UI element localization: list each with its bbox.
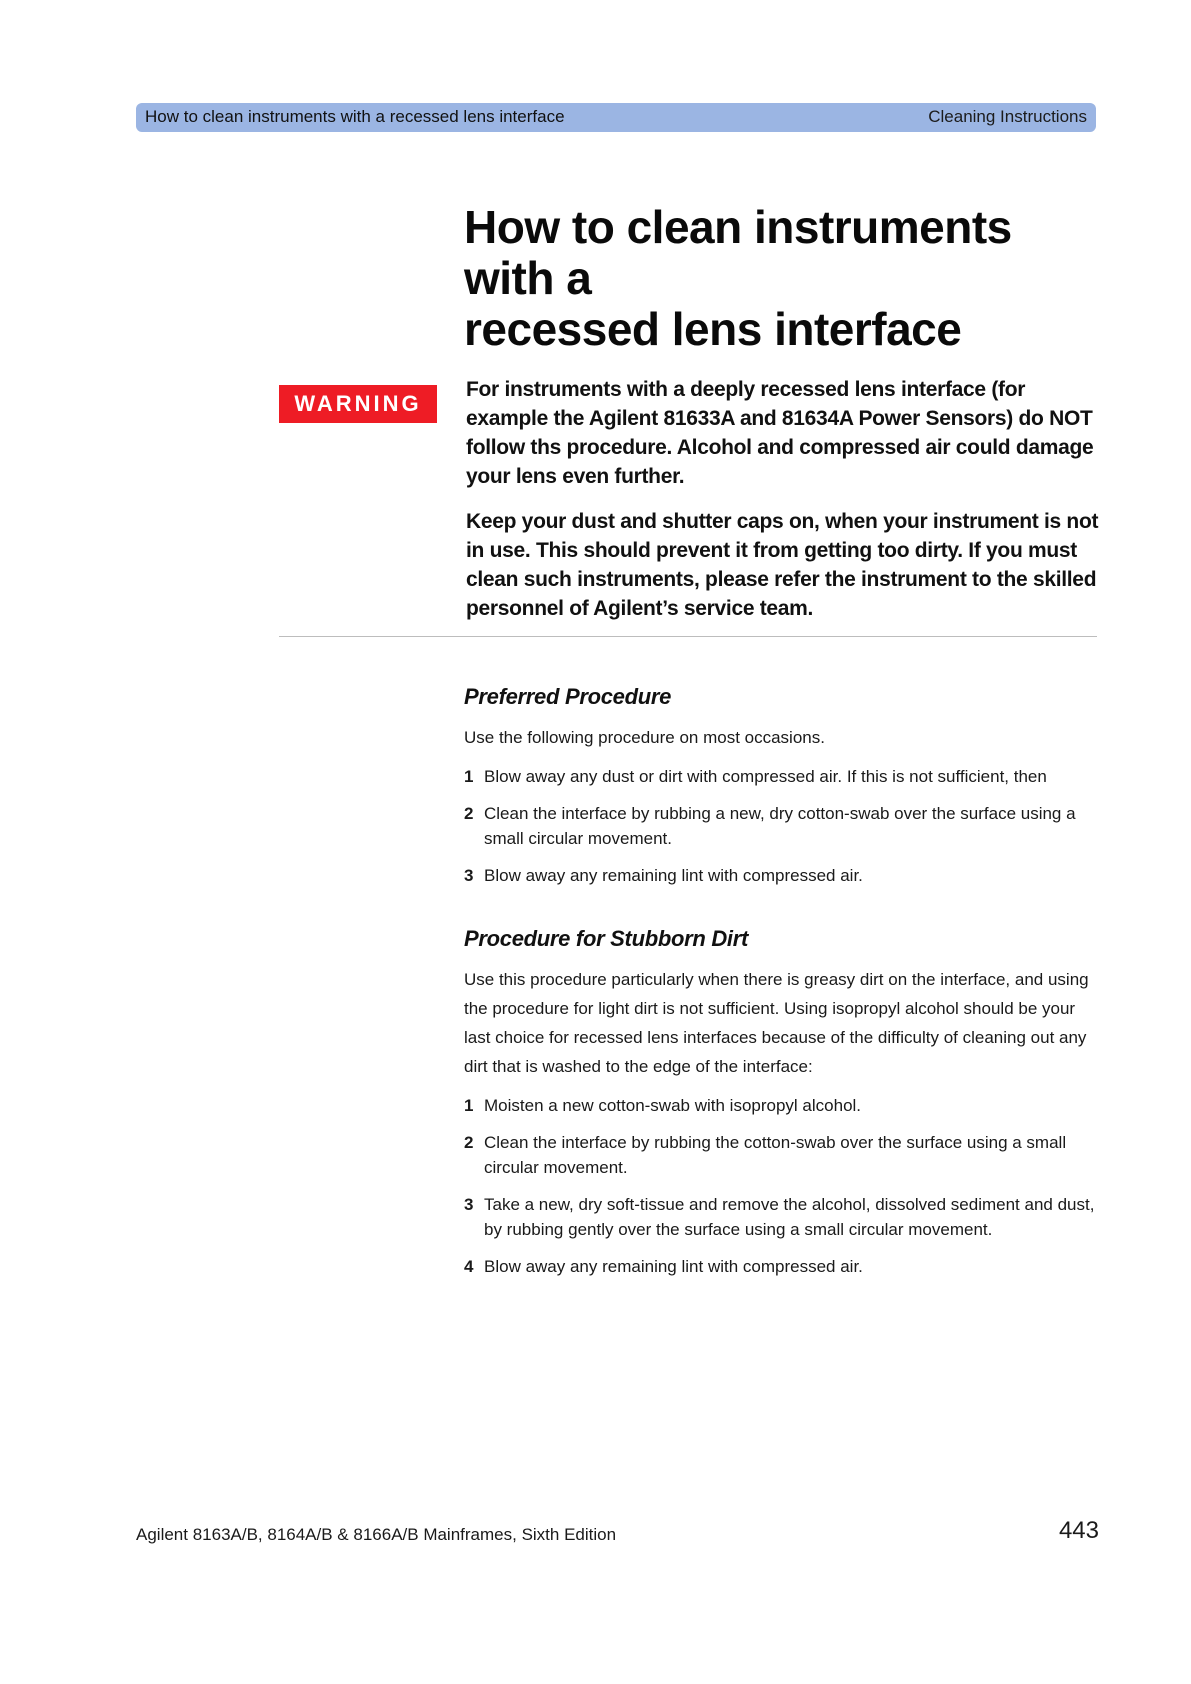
step-text: Moisten a new cotton-swab with isopropyl alcohol. bbox=[484, 1096, 862, 1115]
footer-document-title: Agilent 8163A/B, 8164A/B & 8166A/B Mainframes, Sixth Edition bbox=[136, 1525, 617, 1544]
warning-badge: WARNING bbox=[279, 385, 437, 423]
procedure-step bbox=[464, 1093, 1104, 1118]
warning-paragraph: For instruments with a deeply recessed lens interface (for example the Agilent 81633A and 81634A Power Sensors) do NOT follow ths procedure. Alcohol and compressed air could damage your lens even further. bbox=[466, 378, 1094, 488]
section-divider bbox=[279, 636, 1097, 637]
procedure-step bbox=[464, 1130, 1104, 1180]
page-title bbox=[464, 202, 1104, 355]
step-text: Blow away any remaining lint with compressed air. bbox=[484, 1257, 863, 1276]
preferred-procedure-steps bbox=[464, 764, 1104, 888]
header-chapter-title: Cleaning Instructions bbox=[928, 107, 1087, 126]
step-text: Clean the interface by rubbing the cotton-swab over the surface using a small circular movement. bbox=[484, 1133, 1067, 1177]
step-number: 2 bbox=[464, 1133, 474, 1152]
step-text: Clean the interface by rubbing a new, dry cotton-swab over the surface using a small circular movement. bbox=[484, 804, 1076, 848]
procedure-step bbox=[464, 1254, 1104, 1279]
header-section-title: How to clean instruments with a recessed lens interface bbox=[145, 107, 565, 126]
step-number: 3 bbox=[464, 1195, 474, 1214]
step-text: Blow away any dust or dirt with compressed air. If this is not sufficient, then bbox=[484, 767, 1047, 786]
procedure-step bbox=[464, 1192, 1104, 1242]
page-title-line-2: recessed lens interface bbox=[464, 303, 962, 355]
warning-paragraph: Keep your dust and shutter caps on, when your instrument is not in use. This should prevent it from getting too dirty. If you must clean such instruments, please refer the instrument to the skilled personnel of Agilent’s service team. bbox=[466, 510, 1099, 620]
stubborn-dirt-intro: Use this procedure particularly when there is greasy dirt on the interface, and using the procedure for light dirt is not sufficient. Using isopropyl alcohol should be your last choice for recessed lens interfaces because of the difficulty of cleaning out any dirt that is washed to the edge of the interface: bbox=[464, 970, 1089, 1076]
step-number: 2 bbox=[464, 804, 474, 823]
procedure-step bbox=[464, 801, 1104, 851]
page-title-line-1: How to clean instruments with a bbox=[464, 201, 1012, 304]
preferred-procedure-section bbox=[464, 683, 1104, 900]
step-text: Take a new, dry soft-tissue and remove the alcohol, dissolved sediment and dust, by rubbing gently over the surface using a small circular movement. bbox=[484, 1195, 1095, 1239]
preferred-procedure-intro: Use the following procedure on most occasions. bbox=[464, 728, 825, 747]
procedure-step bbox=[464, 863, 1104, 888]
step-number: 4 bbox=[464, 1257, 474, 1276]
warning-text bbox=[466, 375, 1101, 639]
step-number: 3 bbox=[464, 866, 474, 885]
step-text: Blow away any remaining lint with compressed air. bbox=[484, 866, 863, 885]
running-header bbox=[136, 103, 1096, 132]
procedure-step bbox=[464, 764, 1104, 789]
step-number: 1 bbox=[464, 767, 474, 786]
preferred-procedure-heading: Preferred Procedure bbox=[464, 684, 672, 709]
stubborn-dirt-section bbox=[464, 925, 1104, 1291]
page-number: 443 bbox=[1058, 1517, 1099, 1544]
stubborn-dirt-steps bbox=[464, 1093, 1104, 1279]
step-number: 1 bbox=[464, 1096, 474, 1115]
stubborn-dirt-heading: Procedure for Stubborn Dirt bbox=[464, 926, 749, 951]
